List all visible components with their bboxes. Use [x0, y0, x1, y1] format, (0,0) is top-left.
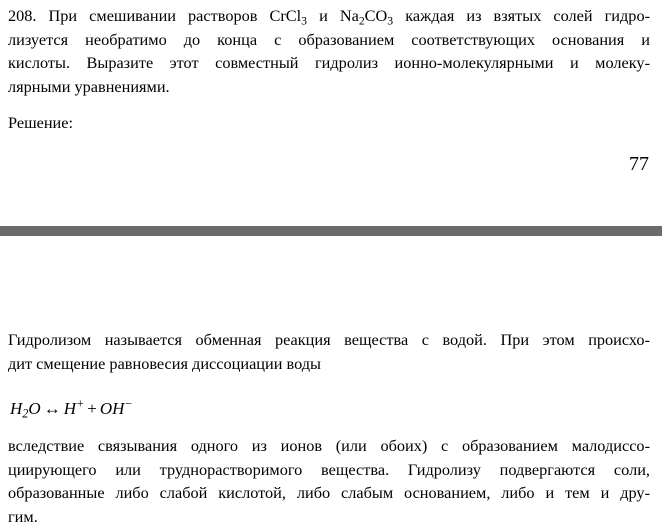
formula-crcl3: CrCl$_3$ [269, 6, 308, 28]
page-top [0, 0, 662, 226]
theory-paragraph-1 [8, 328, 650, 375]
theory-line-3: вследствие связывания одного из ионов (или обоих) с образованием малодиссо- [8, 436, 650, 455]
problem-statement [8, 4, 650, 98]
problem-line-1: 208. При смешивании растворов CrCl$_3$ и $Na_2CO_3$ каждая из взятых солей гидро- [8, 6, 651, 28]
problem-number: 208. При смешивании растворов [8, 6, 258, 25]
problem-line-4: лярными уравнениями. [8, 76, 170, 96]
equilibrium-arrow: ↔ [43, 399, 61, 418]
water-dissociation-equation: $H_2O$ ↔ H+ + OH− [10, 396, 133, 421]
theory-line-2: дит смещение равновесия диссоциации воды [8, 353, 321, 373]
theory-paragraph-2 [8, 434, 650, 528]
page-bottom [0, 236, 662, 528]
theory-line-5: образованные либо слабой кислотой, либо слабым основанием, либо и тем и дру- [8, 483, 650, 502]
solution-heading: Решение: [8, 113, 74, 132]
problem-line-3: кислоты. Выразите этот совместный гидролиз ионно-молекулярными и молеку- [8, 53, 650, 72]
page-number: 77 [629, 153, 649, 175]
theory-line-6: гим. [8, 506, 38, 526]
theory-line-1: Гидролизом называется обменная реакция вещества с водой. При этом происхо- [8, 330, 650, 349]
page-separator [0, 226, 662, 236]
theory-line-4: циирующего или труднорастворимого вещества. Гидролизу подвергаются соли, [8, 459, 650, 479]
formula-na2co3: $Na_2CO_3$ [339, 6, 394, 28]
problem-line-2: лизуется необратимо до конца с образованием соответствующих основания и [8, 29, 650, 49]
